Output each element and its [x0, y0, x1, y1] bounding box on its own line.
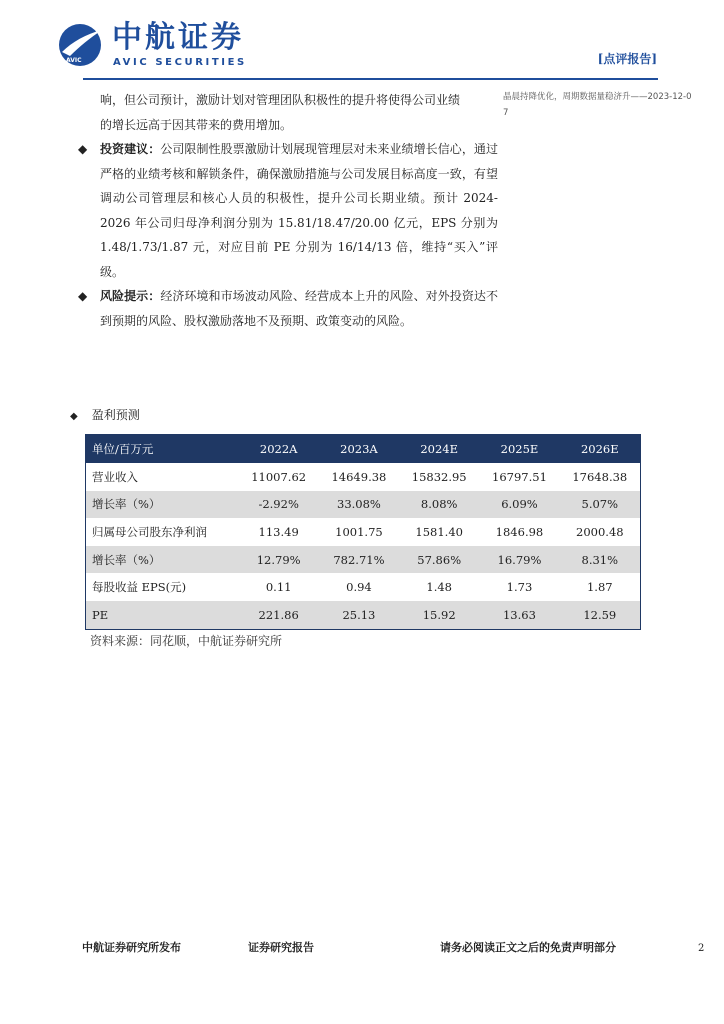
logo-english-name: AVIC SECURITIES [113, 57, 247, 68]
table-row [86, 518, 641, 546]
table-cell: 33.08% [319, 491, 399, 519]
risk-warning-text: 经济环境和市场波动风险、经营成本上升的风险、对外投资达不到预期的风险、股权激励落地不及预期、政策变动的风险。 [100, 289, 498, 328]
table-cell: 1.73 [506, 580, 533, 595]
table-cell: 营业收入 [92, 469, 138, 484]
related-report-note: 晶晨持降优化，周期数据量稳济升——2023-12-07 [503, 92, 692, 118]
table-cell: 11007.62 [251, 469, 307, 484]
table-cell: 归属母公司股东净利润 [92, 524, 207, 539]
investment-advice-text: 公司限制性股票激励计划展现管理层对未来业绩增长信心，通过严格的业绩考核和解锁条件，确保激励措施与公司发展目标高度一致，有望调动公司管理层和核心人员的积极性，提升公司长期业绩。预计 2024-2026 年公司归母净利润分别为 15.81/18.47/20.00 亿元，EPS 分别为 1.48/1.73/1.87 元，对应目前 PE 分别为 16/14/13 倍，维持“买入”评级。 [100, 142, 498, 279]
table-cell: 0.94 [346, 580, 372, 595]
table-cell: 782.71% [319, 546, 399, 574]
diamond-bullet-icon: ◆ [78, 142, 88, 156]
table-source-note: 资料来源：同花顺，中航证券研究所 [90, 634, 283, 648]
diamond-bullet-icon: ◆ [70, 411, 78, 422]
table-cell: PE [86, 601, 239, 629]
table-header-row [86, 435, 641, 464]
table-cell: 17648.38 [572, 469, 628, 484]
table-header-cell: 2024E [399, 435, 479, 464]
table-row [86, 601, 641, 629]
table-cell: 15832.95 [411, 469, 467, 484]
logo-chinese-name: 中航证券 [112, 20, 244, 55]
forecast-section-title-text: 盈利预测 [91, 408, 140, 422]
table-cell: 25.13 [319, 601, 399, 629]
table-cell: 16797.51 [492, 469, 547, 484]
table-cell: 1846.98 [495, 524, 544, 539]
avic-logo-icon [56, 22, 104, 68]
investment-advice-paragraph [78, 137, 498, 284]
table-header-cell: 2026E [560, 435, 641, 464]
continued-paragraph [78, 88, 498, 137]
main-text-column [78, 88, 498, 333]
footer-doc-type: 证券研究报告 [248, 941, 314, 954]
table-header-cell: 2025E [479, 435, 559, 464]
investment-advice-label: 投资建议： [100, 142, 161, 156]
table-row [86, 546, 641, 574]
continued-line-1: 响，但公司预计，激励计划对管理团队积极性的提升将使得公司业绩 [100, 93, 461, 107]
table-cell: 8.08% [399, 491, 479, 519]
diamond-bullet-icon: ◆ [78, 289, 88, 303]
table-cell: 1.87 [586, 580, 613, 595]
table-cell: 0.11 [265, 580, 292, 595]
table-row [86, 573, 641, 601]
table-cell: 1.48 [426, 580, 452, 595]
continued-line-2: 的增长远高于因其带来的费用增加。 [100, 117, 293, 132]
table-cell: 增长率（%） [86, 546, 239, 574]
risk-warning-label: 风险提示： [100, 289, 161, 303]
table-cell: 12.79% [239, 546, 319, 574]
report-type-label: [点评报告] [597, 52, 657, 66]
table-cell: 221.86 [239, 601, 319, 629]
forecast-section-title [70, 406, 140, 423]
footer-disclaimer: 请务必阅读正文之后的免责声明部分 [440, 941, 616, 954]
table-header-cell: 2023A [319, 435, 399, 464]
table-cell: 113.49 [258, 524, 299, 539]
table-header-cell: 2022A [239, 435, 319, 464]
risk-warning-paragraph [78, 284, 498, 333]
table-cell: 6.09% [479, 491, 559, 519]
table-cell: -2.92% [239, 491, 319, 519]
page-header [0, 0, 724, 80]
logo-badge-text: AVIC [66, 57, 82, 64]
page-footer [0, 935, 724, 959]
table-cell: 1001.75 [335, 524, 383, 539]
table-cell: 8.31% [560, 546, 641, 574]
table-row [86, 491, 641, 519]
table-cell: 5.07% [560, 491, 641, 519]
earnings-forecast-table [85, 434, 641, 630]
table-cell: 1581.40 [415, 524, 463, 539]
header-divider [83, 78, 658, 80]
table-cell: 15.92 [399, 601, 479, 629]
table-cell: 13.63 [479, 601, 559, 629]
table-cell: 14649.38 [331, 469, 387, 484]
table-cell: 2000.48 [576, 524, 624, 539]
table-cell: 每股收益 EPS(元) [92, 580, 187, 595]
table-cell: 16.79% [479, 546, 559, 574]
table-cell: 12.59 [560, 601, 641, 629]
table-cell: 增长率（%） [86, 491, 239, 519]
table-row [86, 463, 641, 491]
footer-publisher: 中航证券研究所发布 [82, 941, 181, 954]
table-header-cell: 单位/百万元 [86, 435, 239, 464]
page-number: 2 [698, 943, 705, 954]
table-cell: 57.86% [399, 546, 479, 574]
